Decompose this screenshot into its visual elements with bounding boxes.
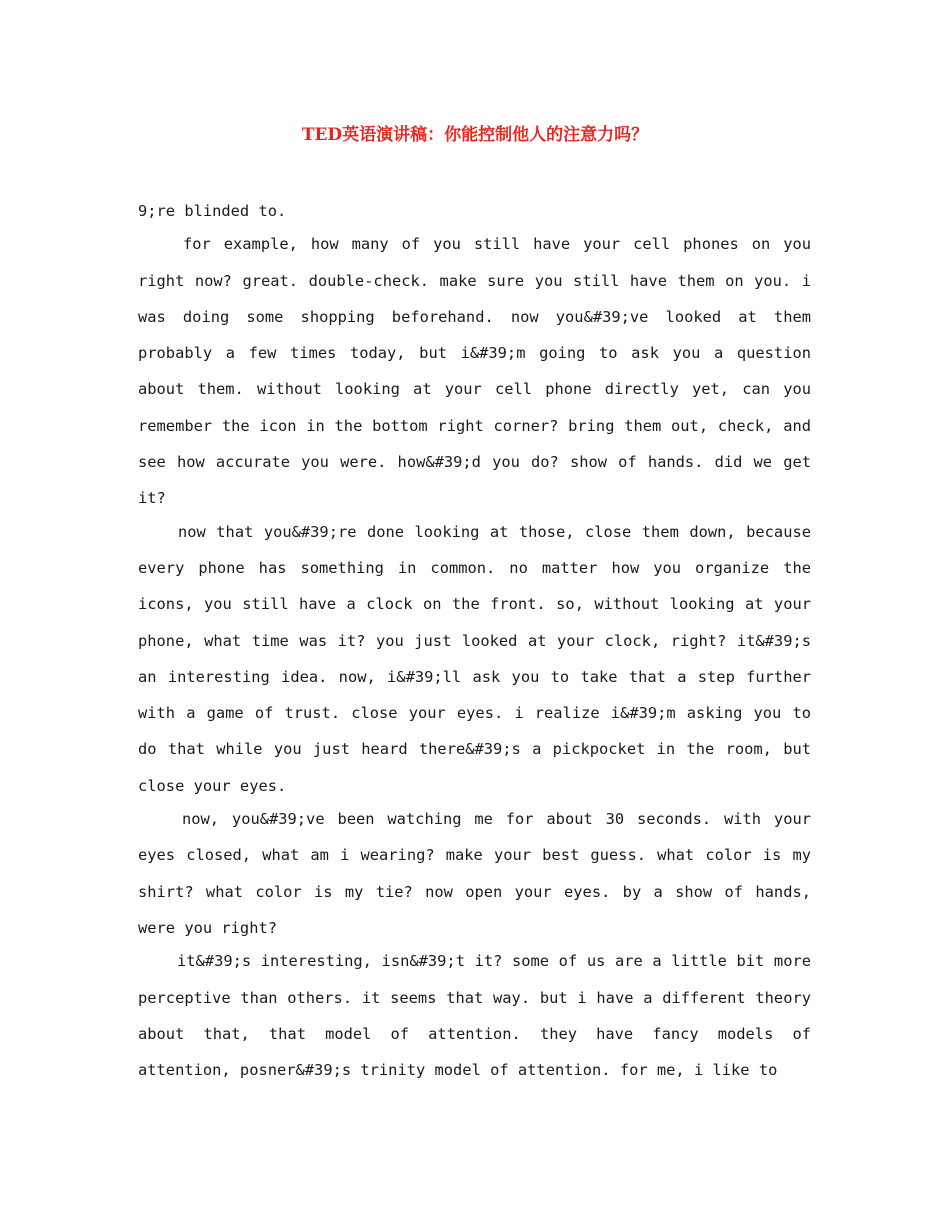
document-body [138, 193, 811, 1088]
paragraph-clock: now that you&#39;re done looking at those, close them down, because every phone has something in common. no matter how you organize the icons, you still have a clock on the front. so, without looking at your phone, what time was it? you just looked at your clock, right? it&#39;s an interesting idea. now, i&#39;ll ask you to take that a step further with a game of trust. close your eyes. i realize i&#39;m asking you to do that while you just heard there&#39;s a pickpocket in the room, but close your eyes. [138, 522, 811, 795]
paragraph-cell-phones: for example, how many of you still have your cell phones on you right now? great. double-check. make sure you still have them on you. i was doing some shopping beforehand. now you&#39;ve looked at them probably a few times today, but i&#39;m going to ask you a question about them. without looking at your cell phone directly yet, can you remember the icon in the bottom right corner? bring them out, check, and see how accurate you were. how&#39;d you do? show of hands. did we get it? [138, 235, 811, 508]
paragraph-attention-model: it&#39;s interesting, isn&#39;t it? some of us are a little bit more perceptive than others. it seems that way. but i have a different theory about that, that model of attention. they have fancy models of attention, posner&#39;s trinity model of attention. for me, i like to [138, 952, 811, 1080]
document-title: TED英语演讲稿：你能控制他人的注意力吗？ [301, 125, 649, 145]
paragraph-eyes-closed: now, you&#39;ve been watching me for about 30 seconds. with your eyes closed, what am i wearing? make your best guess. what color is my shirt? what color is my tie? now open your eyes. by a show of hands, were you right? [138, 810, 811, 937]
paragraph-fragment: 9;re blinded to. [138, 202, 287, 220]
